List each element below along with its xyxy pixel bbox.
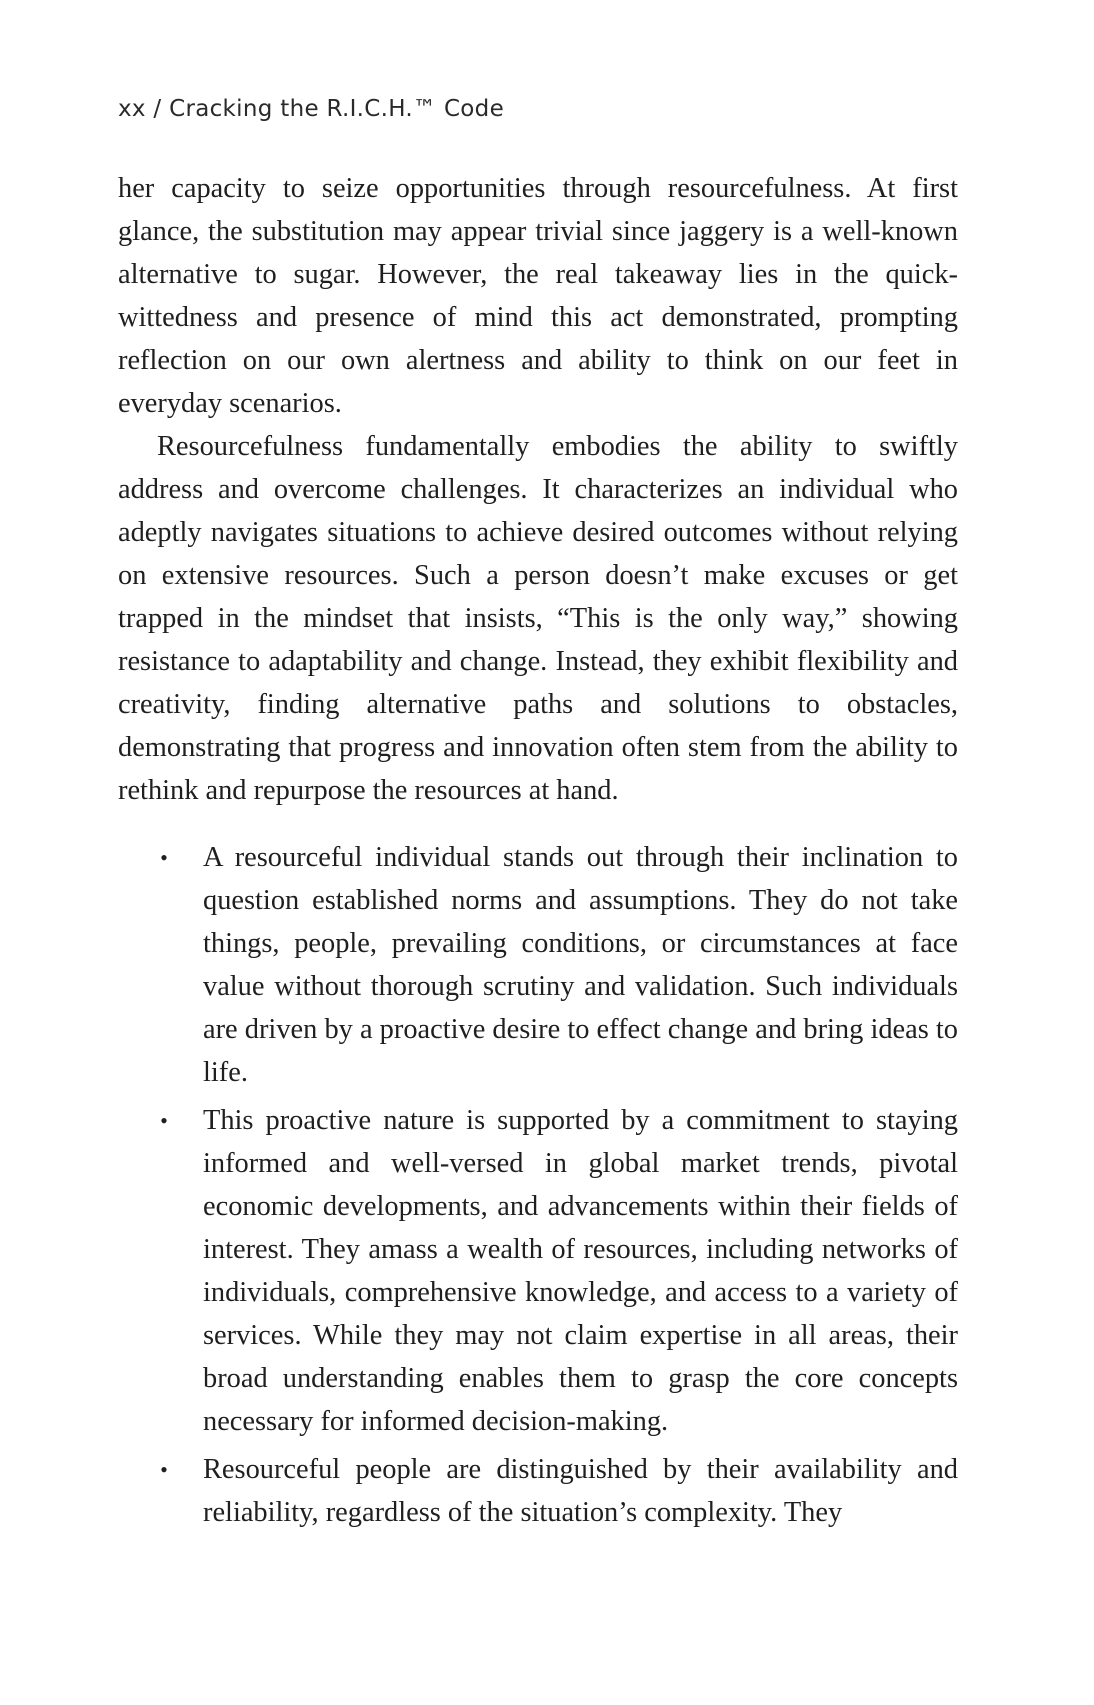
list-item <box>118 836 958 1094</box>
list-item-text: This proactive nature is supported by a commitment to staying informed and well-versed in global market trends, pivotal economic developments, and advancements within their fields of interest. They amass a wealth of resources, including networks of individuals, comprehensive knowledge, and access to a variety of services. While they may not claim expertise in all areas, their broad understanding enables them to grasp the core concepts necessary for informed decision-making. <box>203 1105 958 1437</box>
list-item <box>118 1099 958 1443</box>
running-head: xx / Cracking the R.I.C.H.™ Code <box>118 96 505 122</box>
paragraph-continued: her capacity to seize opportunities through resourcefulness. At first glance, the substitution may appear trivial since jaggery is a well-known alternative to sugar. However, the real takeaway lies in the quick-wittedness and presence of mind this act demonstrated, prompting reflection on our own alertness and ability to think on our feet in everyday scenarios. <box>118 173 958 419</box>
bullet-icon: • <box>160 1457 168 1482</box>
bullet-icon: • <box>160 1108 168 1133</box>
list-item <box>118 1448 958 1534</box>
paragraph-resourcefulness: Resourcefulness fundamentally embodies the ability to swiftly address and overcome challenges. It characterizes an individual who adeptly navigates situations to achieve desired outcomes without relying on extensive resources. Such a person doesn’t make excuses or get trapped in the mindset that insists, “This is the only way,” showing resistance to adaptability and change. Instead, they exhibit flexibility and creativity, finding alternative paths and solutions to obstacles, demonstrating that progress and innovation often stem from the ability to rethink and repurpose the resources at hand. <box>118 431 958 806</box>
page-body <box>118 167 958 1539</box>
bullet-icon: • <box>160 845 168 870</box>
list-item-text: A resourceful individual stands out through their inclination to question established norms and assumptions. They do not take things, people, prevailing conditions, or circumstances at face value without thorough scrutiny and validation. Such individuals are driven by a proactive desire to effect change and bring ideas to life. <box>203 842 958 1088</box>
bullet-list <box>118 836 958 1534</box>
list-item-text: Resourceful people are distinguished by their availability and reliability, regardless of the situation’s complexity. They <box>203 1454 958 1528</box>
